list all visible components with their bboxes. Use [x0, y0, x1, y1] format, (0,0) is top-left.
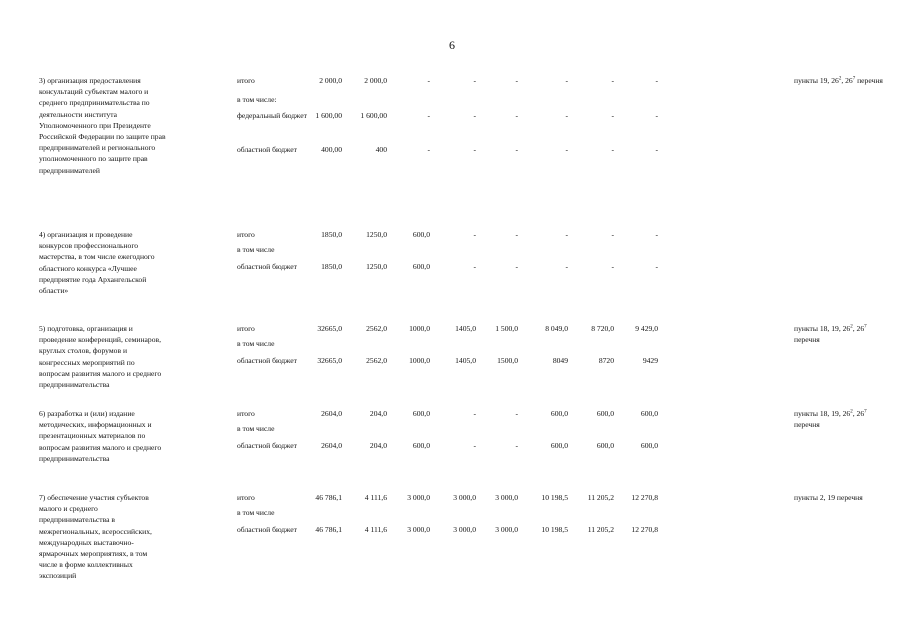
amount-cell: 600,0: [412, 262, 430, 271]
amount-cell: -: [473, 111, 476, 120]
funding-source: итого: [237, 493, 255, 502]
amount-cell: 1250,0: [366, 262, 387, 271]
amount-cell: -: [427, 145, 430, 154]
amount-cell: 2 000,0: [364, 76, 387, 85]
amount-cell: 3 000,0: [453, 525, 476, 534]
amount-cell: -: [515, 76, 518, 85]
amount-cell: 2562,0: [366, 356, 387, 365]
funding-source: в том числе: [237, 424, 275, 433]
amount-cell: -: [611, 145, 614, 154]
amount-cell: 3 000,0: [495, 525, 518, 534]
amount-cell: 3 000,0: [495, 493, 518, 502]
amount-cell: 204,0: [369, 441, 387, 450]
funding-source: итого: [237, 409, 255, 418]
funding-source: итого: [237, 230, 255, 239]
amount-cell: -: [655, 230, 658, 239]
amount-cell: -: [473, 76, 476, 85]
amount-cell: 600,0: [412, 230, 430, 239]
amount-cell: 600,0: [640, 409, 658, 418]
amount-cell: -: [515, 145, 518, 154]
amount-cell: 8049: [552, 356, 568, 365]
amount-cell: 10 198,5: [541, 493, 568, 502]
amount-cell: -: [515, 409, 518, 418]
funding-source: областной бюджет: [237, 262, 297, 271]
amount-cell: 2604,0: [321, 441, 342, 450]
amount-cell: 400,00: [321, 145, 342, 154]
amount-cell: -: [565, 262, 568, 271]
amount-cell: 12 270,8: [631, 525, 658, 534]
amount-cell: 10 198,5: [541, 525, 568, 534]
amount-cell: 1 600,00: [360, 111, 387, 120]
amount-cell: 3 000,0: [453, 493, 476, 502]
amount-cell: -: [473, 230, 476, 239]
amount-cell: 3 000,0: [407, 493, 430, 502]
funding-source: областной бюджет: [237, 441, 297, 450]
funding-source: в том числе: [237, 508, 275, 517]
amount-cell: 12 270,8: [631, 493, 658, 502]
amount-cell: 400: [375, 145, 387, 154]
page-number: 6: [449, 38, 455, 52]
amount-cell: -: [611, 262, 614, 271]
funding-source: в том числе: [237, 245, 275, 254]
amount-cell: -: [611, 230, 614, 239]
funding-source: в том числе: [237, 339, 275, 348]
amount-cell: 1 500,0: [495, 324, 518, 333]
amount-cell: 2 000,0: [319, 76, 342, 85]
amount-cell: 32665,0: [317, 324, 342, 333]
amount-cell: -: [655, 76, 658, 85]
amount-cell: 46 786,1: [315, 525, 342, 534]
amount-cell: 1405,0: [455, 356, 476, 365]
amount-cell: -: [565, 111, 568, 120]
funding-source: итого: [237, 324, 255, 333]
amount-cell: -: [473, 441, 476, 450]
amount-cell: 600,0: [550, 409, 568, 418]
amount-cell: -: [473, 145, 476, 154]
list-references: пункты 19, $26^2$, $26^7$ перечня: [794, 76, 883, 85]
amount-cell: -: [473, 262, 476, 271]
amount-cell: 4 111,6: [364, 493, 387, 502]
amount-cell: 4 111,6: [364, 525, 387, 534]
amount-cell: 46 786,1: [315, 493, 342, 502]
amount-cell: 9429: [642, 356, 658, 365]
measure-name: 4) организация и проведение конкурсов профессионального мастерства, в том числе ежегодного областного конкурса «Лучшее предприятие года Архангельской области»: [39, 230, 155, 296]
amount-cell: -: [611, 76, 614, 85]
amount-cell: 600,0: [596, 409, 614, 418]
funding-source: в том числе:: [237, 95, 277, 104]
amount-cell: -: [427, 111, 430, 120]
amount-cell: 600,0: [640, 441, 658, 450]
amount-cell: 3 000,0: [407, 525, 430, 534]
amount-cell: 600,0: [550, 441, 568, 450]
list-references: пункты 18, 19, $26^2$, $26^7$ перечня: [794, 324, 867, 345]
amount-cell: 1405,0: [455, 324, 476, 333]
amount-cell: -: [655, 145, 658, 154]
amount-cell: -: [611, 111, 614, 120]
amount-cell: 32665,0: [317, 356, 342, 365]
amount-cell: 2604,0: [321, 409, 342, 418]
amount-cell: 8 049,0: [545, 324, 568, 333]
amount-cell: 8 720,0: [591, 324, 614, 333]
list-references: пункты 2, 19 перечня: [794, 493, 863, 502]
amount-cell: 600,0: [596, 441, 614, 450]
amount-cell: 1 600,00: [315, 111, 342, 120]
amount-cell: -: [655, 262, 658, 271]
funding-source: областной бюджет: [237, 356, 297, 365]
amount-cell: -: [473, 409, 476, 418]
amount-cell: 2562,0: [366, 324, 387, 333]
amount-cell: -: [515, 441, 518, 450]
amount-cell: -: [515, 262, 518, 271]
amount-cell: -: [565, 145, 568, 154]
amount-cell: 11 205,2: [587, 525, 614, 534]
funding-source: областной бюджет: [237, 145, 297, 154]
amount-cell: 9 429,0: [635, 324, 658, 333]
amount-cell: -: [515, 230, 518, 239]
amount-cell: -: [565, 230, 568, 239]
amount-cell: 1000,0: [409, 356, 430, 365]
amount-cell: 1250,0: [366, 230, 387, 239]
amount-cell: -: [515, 111, 518, 120]
funding-source: итого: [237, 76, 255, 85]
amount-cell: 600,0: [412, 441, 430, 450]
measure-name: 5) подготовка, организация и проведение конференций, семинаров, круглых столов, форумов и конгрессных мероприятий по вопросам развития малого и среднего предпринимательства: [39, 324, 162, 390]
amount-cell: 8720: [598, 356, 614, 365]
measure-name: 3) организация предоставления консультаций субъектам малого и среднего предпринимательства по деятельности института Уполномоченного при Президенте Российской Федерации по защите прав предпринимателей и регионального уполномоченного по защите прав предпринимателей: [39, 76, 166, 175]
amount-cell: 600,0: [412, 409, 430, 418]
amount-cell: -: [565, 76, 568, 85]
amount-cell: -: [427, 76, 430, 85]
amount-cell: 1850,0: [321, 262, 342, 271]
amount-cell: 1000,0: [409, 324, 430, 333]
amount-cell: -: [655, 111, 658, 120]
list-references: пункты 18, 19, $26^2$, $26^7$ перечня: [794, 409, 867, 430]
amount-cell: 11 205,2: [587, 493, 614, 502]
amount-cell: 204,0: [369, 409, 387, 418]
amount-cell: 1850,0: [321, 230, 342, 239]
funding-source: федеральный бюджет: [237, 111, 307, 120]
amount-cell: 1500,0: [497, 356, 518, 365]
funding-source: областной бюджет: [237, 525, 297, 534]
measure-name: 6) разработка и (или) издание методических, информационных и презентационных материалов по вопросам развития малого и среднего предпринимательства: [39, 409, 162, 463]
measure-name: 7) обеспечение участия субъектов малого и среднего предпринимательства в межрегиональных, всероссийских, международных выставочно-ярмарочных мероприятиях, в том числе в форме коллективных экспозиций: [39, 493, 152, 581]
